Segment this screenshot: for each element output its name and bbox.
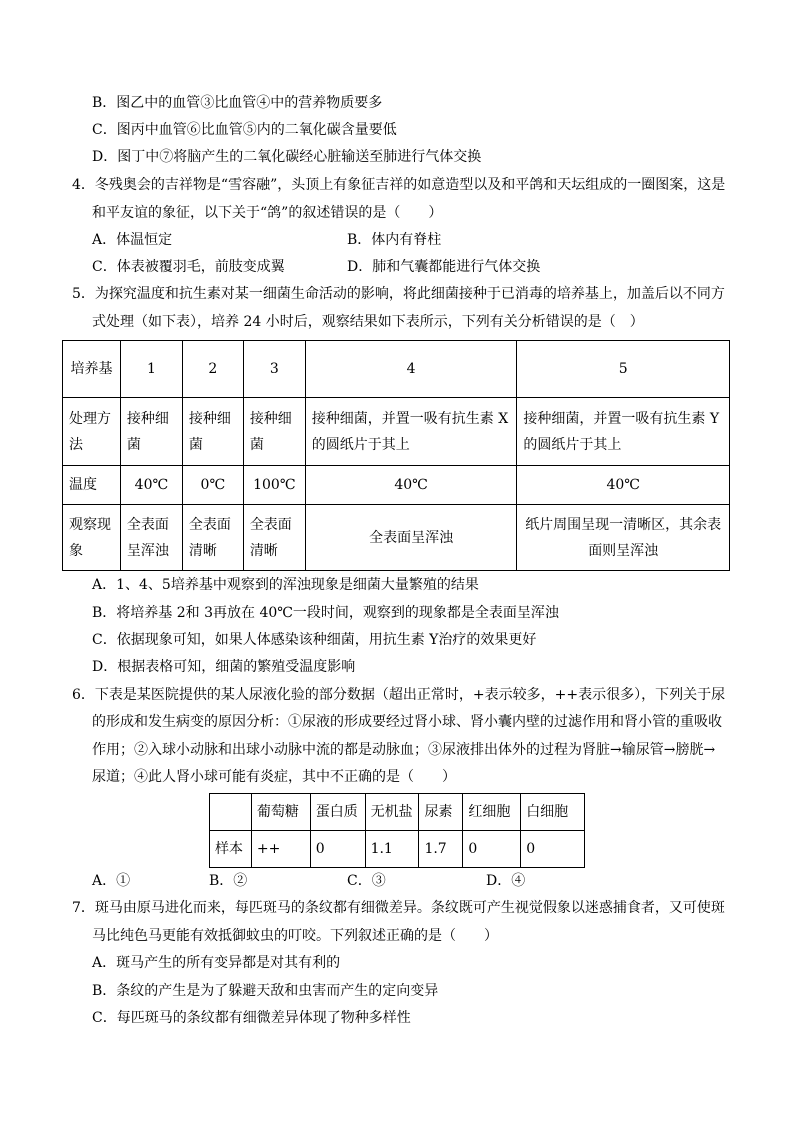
q5-option-b: B．将培养基 2和 3再放在 40℃一段时间，观察到的现象都是全表面呈浑浊 (92, 605, 559, 621)
table-header-cell: 培养基 (63, 341, 121, 398)
table-cell: 接种细菌 (120, 398, 182, 466)
table-cell: 40℃ (305, 466, 517, 505)
table-row (63, 505, 730, 571)
table-header-cell: 尿素 (419, 794, 463, 831)
table-row-label: 温度 (63, 466, 121, 505)
q4-option-d: D．肺和气囊都能进行气体交换 (347, 259, 541, 275)
q4-stem-line2: 和平友谊的象征，以下关于“鸽”的叙述错误的是（ ） (92, 205, 443, 221)
q5-stem-line1: 5．为探究温度和抗生素对某一细菌生命活动的影响，将此细菌接种于已消毒的培养基上，加盖后以不同方 (72, 286, 725, 302)
table-header-cell: 3 (243, 341, 305, 398)
table-row-label: 处理方法 (63, 398, 121, 466)
table-header-cell: 葡萄糖 (251, 794, 310, 831)
q7-stem-line2: 马比纯色马更能有效抵御蚊虫的叮咬。下列叙述正确的是（ ） (92, 928, 498, 944)
table-cell: 接种细菌，并置一吸有抗生素 X 的圆纸片于其上 (305, 398, 517, 466)
table-cell: 接种细菌，并置一吸有抗生素 Y 的圆纸片于其上 (517, 398, 730, 466)
table-row-label: 样本 (210, 831, 252, 868)
table-cell: 0 (521, 831, 585, 868)
q7-stem-line1: 7．斑马由原马进化而来，每匹斑马的条纹都有细微差异。条纹既可产生视觉假象以迷惑捕食者，又可使斑 (72, 900, 725, 916)
table-row (210, 794, 585, 831)
table-cell: 0 (310, 831, 365, 868)
table-cell: 全表面清晰 (243, 505, 305, 571)
table-cell: 40℃ (120, 466, 182, 505)
q3-option-b: B．图乙中的血管③比血管④中的营养物质要多 (92, 95, 383, 111)
table-row (63, 341, 730, 398)
table-header-cell: 4 (305, 341, 517, 398)
table-header-cell: 5 (517, 341, 730, 398)
table-cell: 40℃ (517, 466, 730, 505)
table-row-label: 观察现象 (63, 505, 121, 571)
q6-option-d: D．④ (486, 873, 526, 889)
table-cell: 0 (463, 831, 521, 868)
q4-option-a: A．体温恒定 (92, 232, 173, 248)
q3-option-c: C．图丙中血管⑥比血管⑤内的二氧化碳含量要低 (92, 122, 397, 138)
table-cell: 全表面呈浑浊 (120, 505, 182, 571)
table-header-cell (210, 794, 252, 831)
q4-option-c: C．体表被覆羽毛，前肢变成翼 (92, 259, 285, 275)
q7-option-b: B．条纹的产生是为了躲避天敌和虫害而产生的定向变异 (92, 983, 439, 999)
q6-option-b: B．② (209, 873, 248, 889)
table-header-cell: 红细胞 (463, 794, 521, 831)
table-header-cell: 无机盐 (365, 794, 419, 831)
table-cell: ++ (251, 831, 310, 868)
table-header-cell: 白细胞 (521, 794, 585, 831)
table-cell: 纸片周围呈现一清晰区，其余表面则呈浑浊 (517, 505, 730, 571)
table-header-cell: 1 (120, 341, 182, 398)
q3-option-d: D．图丁中⑦将脑产生的二氧化碳经心脏输送至肺进行气体交换 (92, 149, 482, 165)
q6-stem-line1: 6．下表是某医院提供的某人尿液化验的部分数据（超出正常时，+表示较多，++表示很多），下列关于尿 (72, 687, 726, 703)
q5-option-c: C．依据现象可知，如果人体感染该种细菌，用抗生素 Y治疗的效果更好 (92, 632, 537, 648)
table-header-cell: 2 (182, 341, 243, 398)
q6-stem-line3: 作用；②入球小动脉和出球小动脉中流的都是动脉血；③尿液排出体外的过程为肾脏→输尿管→膀胱→ (92, 742, 716, 758)
urine-table (209, 793, 585, 868)
table-row (210, 831, 585, 868)
q5-option-d: D．根据表格可知，细菌的繁殖受温度影响 (92, 659, 356, 675)
table-row (63, 466, 730, 505)
q7-option-c: C．每匹斑马的条纹都有细微差异体现了物种多样性 (92, 1010, 411, 1026)
table-cell: 100℃ (243, 466, 305, 505)
table-cell: 全表面清晰 (182, 505, 243, 571)
table-cell: 0℃ (182, 466, 243, 505)
q5-stem-line2: 式处理（如下表），培养 24 小时后，观察结果如下表所示，下列有关分析错误的是（ ） (92, 314, 644, 330)
q4-option-b: B．体内有脊柱 (347, 232, 442, 248)
table-row (63, 398, 730, 466)
q6-stem-line2: 的形成和发生病变的原因分析：①尿液的形成要经过肾小球、肾小囊内壁的过滤作用和肾小管的重吸收 (92, 714, 722, 730)
table-header-cell: 蛋白质 (310, 794, 365, 831)
culture-table (62, 340, 730, 571)
q6-stem-line4: 尿道；④此人肾小球可能有炎症，其中不正确的是（ ） (92, 769, 456, 785)
table-cell: 接种细菌 (243, 398, 305, 466)
table-cell: 全表面呈浑浊 (305, 505, 517, 571)
table-cell: 1.7 (419, 831, 463, 868)
q7-option-a: A．斑马产生的所有变异都是对其有利的 (92, 955, 341, 971)
q4-stem-line1: 4．冬残奥会的吉祥物是“雪容融”，头顶上有象征吉祥的如意造型以及和平鸽和天坛组成的一圈图案，这是 (72, 177, 726, 193)
q6-option-a: A．① (92, 873, 131, 889)
q6-option-c: C．③ (347, 873, 386, 889)
q5-option-a: A．1、4、5培养基中观察到的浑浊现象是细菌大量繁殖的结果 (92, 577, 479, 593)
table-cell: 接种细菌 (182, 398, 243, 466)
table-cell: 1.1 (365, 831, 419, 868)
